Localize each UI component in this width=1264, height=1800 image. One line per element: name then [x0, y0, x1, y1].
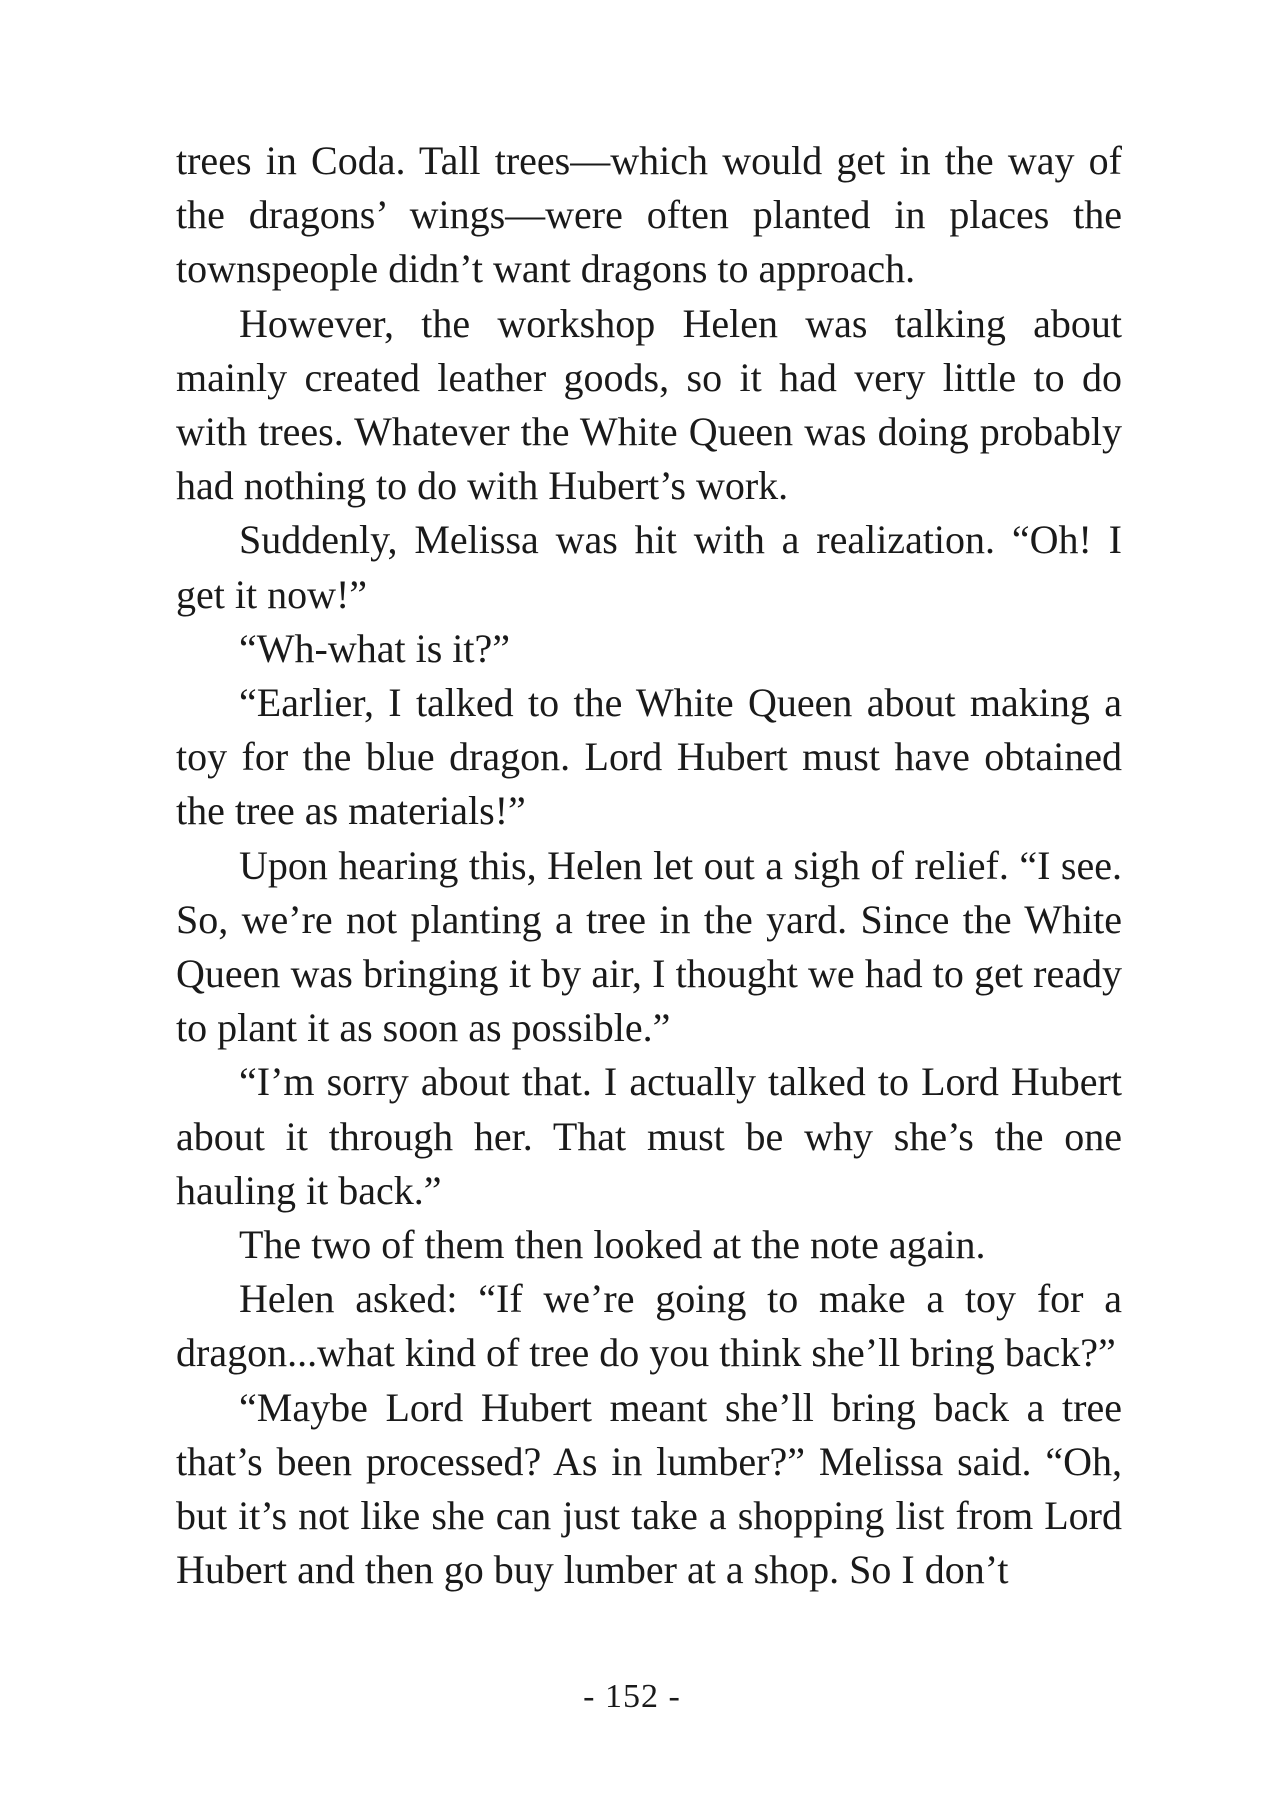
page-number: - 152 -: [583, 1678, 681, 1715]
paragraph: However, the workshop Helen was talking about mainly created leather goods, so it had very little to do with trees. Whatever the White Queen was doing probably had nothing to do with Hubert’s work.: [176, 300, 1122, 509]
paragraph-continued: trees in Coda. Tall trees—which would get in the way of the dragons’ wings—were often planted in places the townspeople didn’t want dragons to approach.: [176, 138, 1122, 292]
paragraph: Helen asked: “If we’re going to make a toy for a dragon...what kind of tree do you think she’ll bring back?”: [176, 1276, 1122, 1376]
paragraph: “Wh-what is it?”: [239, 625, 510, 671]
paragraph: Suddenly, Melissa was hit with a realization. “Oh! I get it now!”: [176, 517, 1122, 617]
paragraph: The two of them then looked at the note again.: [239, 1222, 986, 1268]
paragraph: “I’m sorry about that. I actually talked to Lord Hubert about it through her. That must be why she’s the one hauling it back.”: [176, 1059, 1122, 1213]
body-text: [176, 134, 1122, 1597]
paragraph: “Maybe Lord Hubert meant she’ll bring back a tree that’s been processed? As in lumber?” Melissa said. “Oh, but it’s not like she can just take a shopping list from Lord Hubert and then go buy lumber at a shop. So I don’t: [176, 1384, 1122, 1593]
paragraph: “Earlier, I talked to the White Queen about making a toy for the blue dragon. Lord Hubert must have obtained the tree as materials!”: [176, 680, 1122, 834]
paragraph: Upon hearing this, Helen let out a sigh of relief. “I see. So, we’re not planting a tree in the yard. Since the White Queen was bringing it by air, I thought we had to get ready to plant it as soon as possible.”: [176, 842, 1122, 1051]
